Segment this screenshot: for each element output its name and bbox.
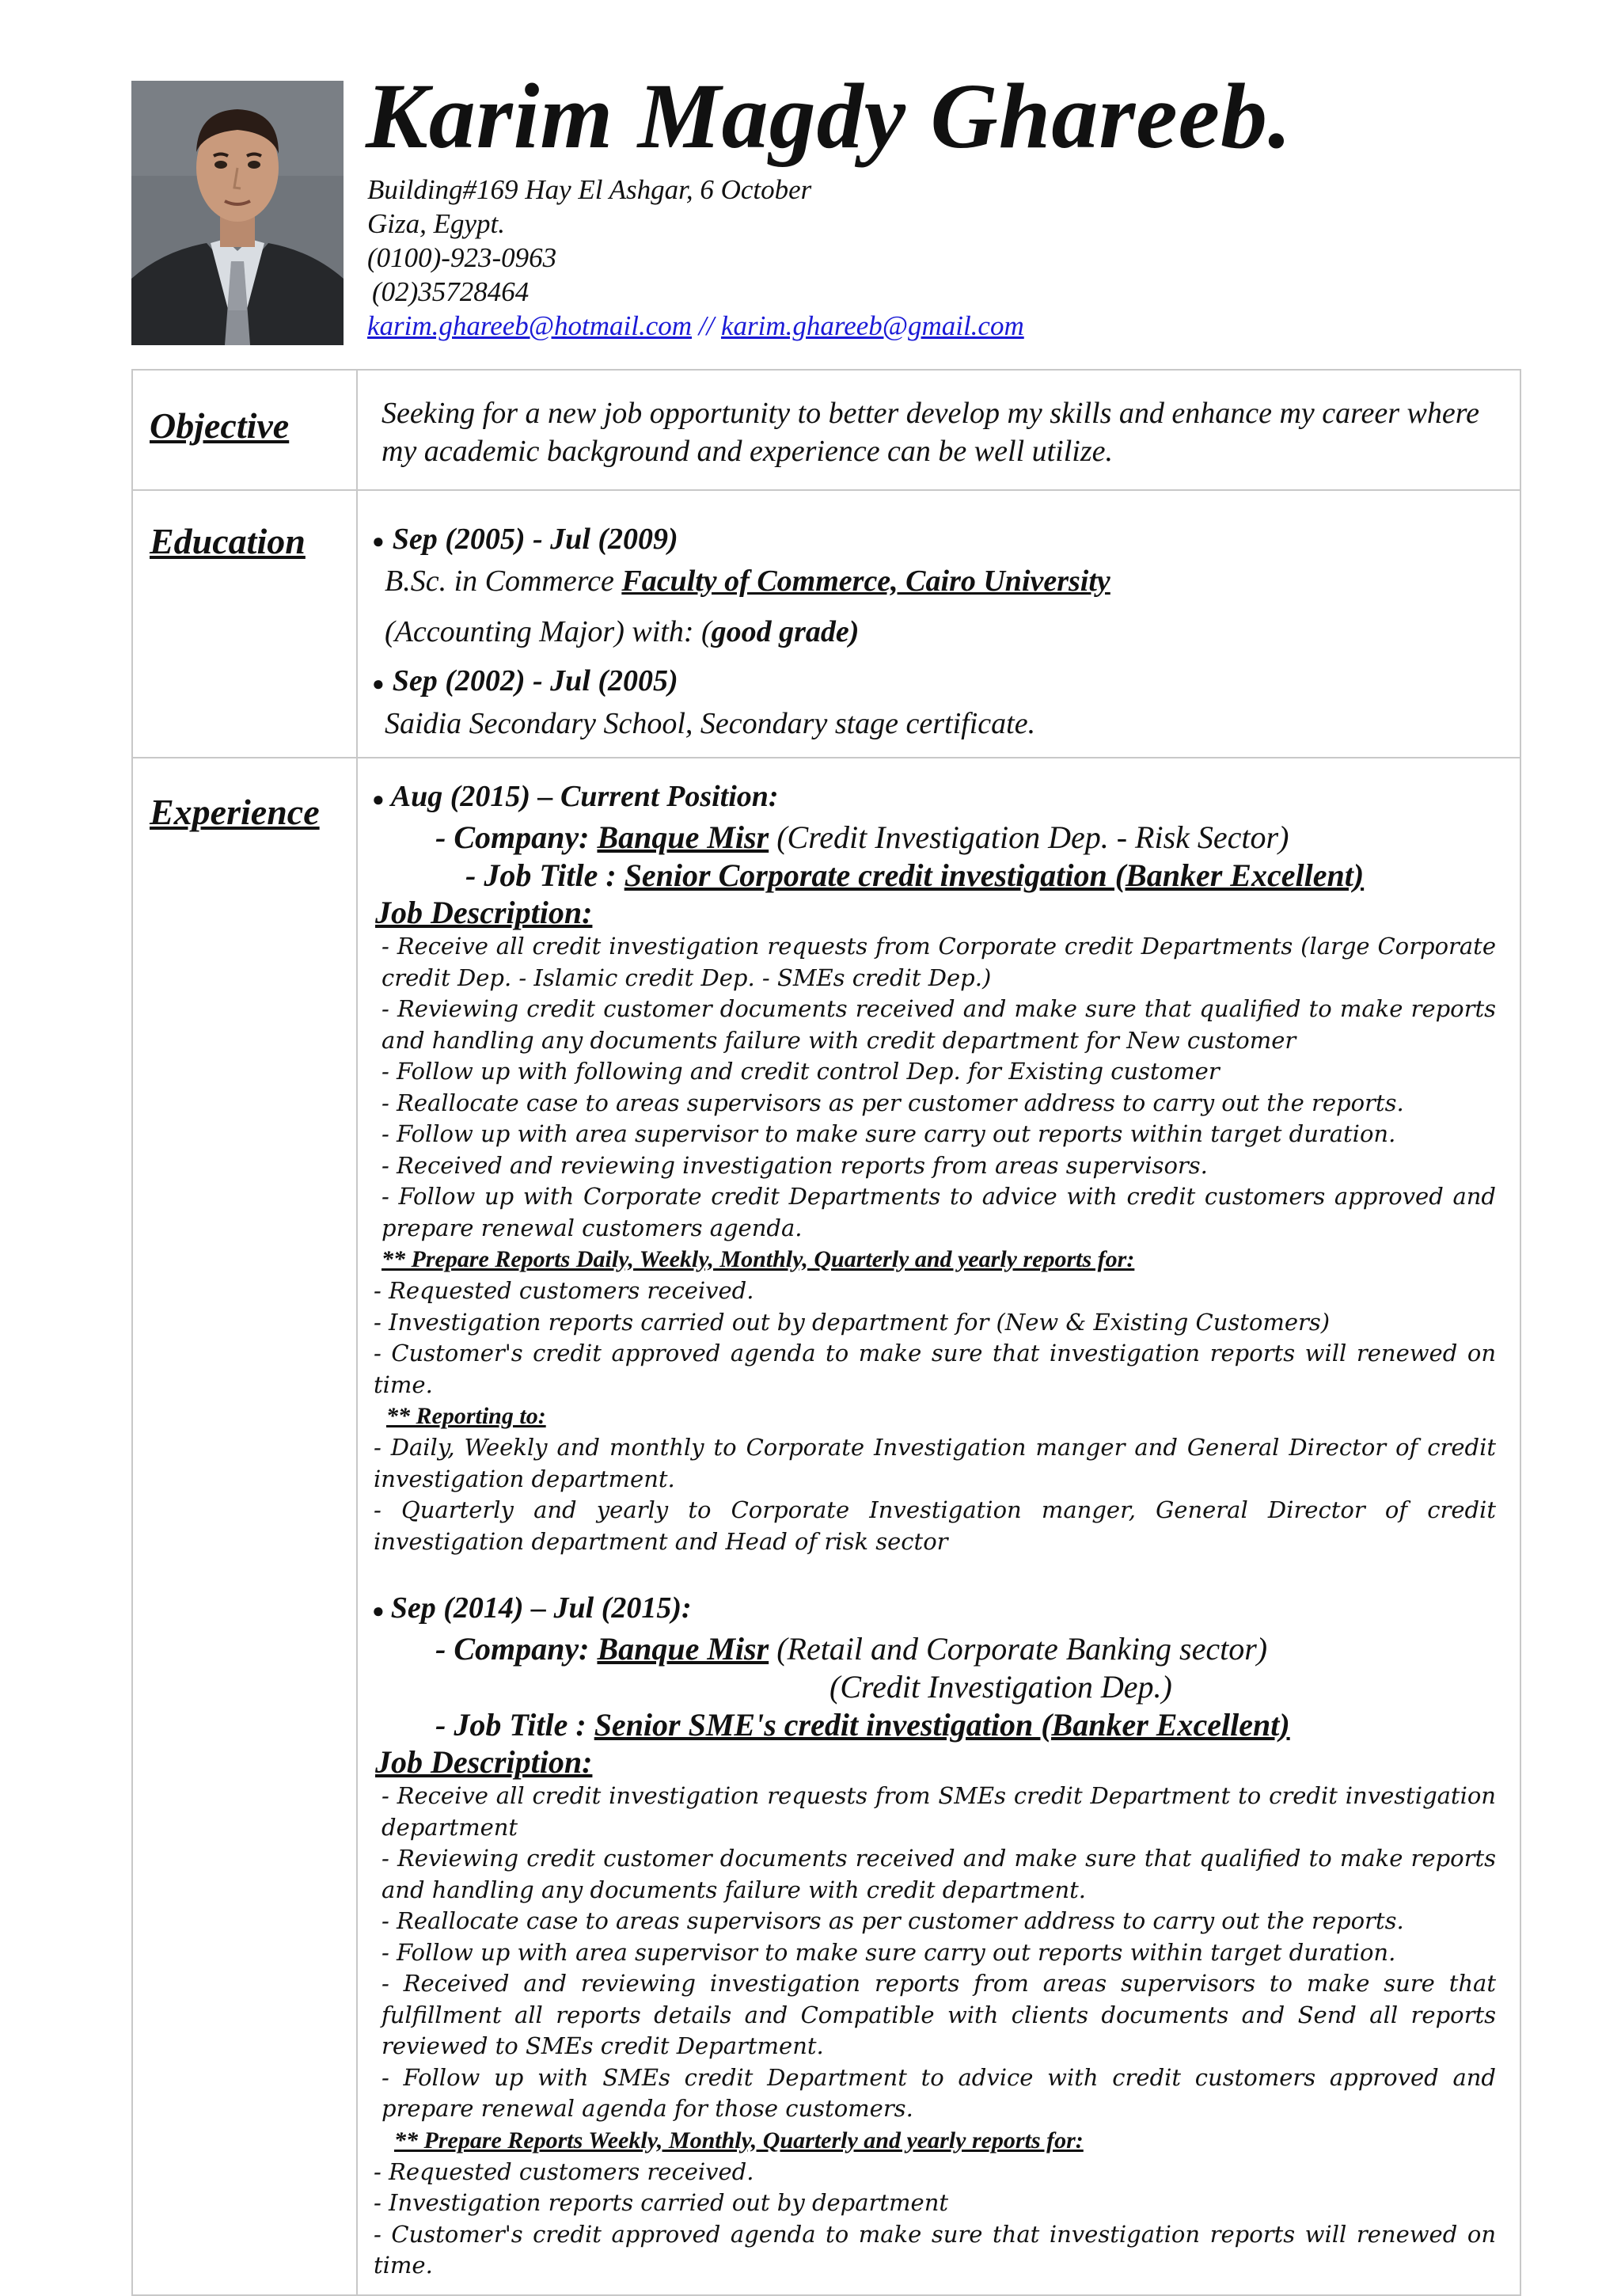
job-1-desc-item: - Follow up with following and credit control Dep. for Existing customer — [382, 1058, 1220, 1085]
objective-content-cell — [357, 370, 1520, 490]
objective-row — [132, 370, 1520, 490]
education-item-1-degree: B.Sc. in Commerce Faculty of Commerce, Cairo University — [385, 564, 1110, 599]
job-2-desc-item: - Reallocate case to areas supervisors as per customer address to carry out the reports. — [382, 1907, 1404, 1934]
email-hotmail-link[interactable]: karim.ghareeb@hotmail.com — [367, 310, 693, 341]
email-line — [367, 309, 1024, 343]
job-1-description-heading: Job Description: — [375, 895, 593, 930]
education-row — [132, 490, 1520, 758]
resume-table — [131, 369, 1521, 2296]
education-item-2-school: Saidia Secondary School, Secondary stage certificate. — [385, 706, 1036, 740]
experience-row — [132, 758, 1520, 2295]
objective-text: Seeking for a new job opportunity to better develop my skills and enhance my career where my academic background and experience can be well utilize. — [382, 397, 1479, 468]
job-1-report-item: - Investigation reports carried out by department for (New & Existing Customers) — [374, 1308, 1331, 1336]
home-phone: (02)35728464 — [372, 276, 530, 307]
experience-label-cell — [132, 758, 357, 2295]
education-list — [372, 491, 1496, 756]
job-2-desc-item: - Reviewing credit customer documents received and make sure that qualified to make reports and handling any documents failure with credit department. — [382, 1845, 1496, 1903]
job-2-reports-list — [372, 2157, 1496, 2282]
objective-heading: Objective — [150, 405, 290, 446]
job-2-reports-heading: ** Prepare Reports Weekly, Monthly, Quarterly and yearly reports for: — [394, 2127, 1084, 2153]
education-item-1-major: (Accounting Major) with: (good grade) — [385, 615, 860, 649]
job-1-desc-item: - Reallocate case to areas supervisors as per customer address to carry out the reports. — [382, 1089, 1404, 1116]
bullet-icon: ● — [372, 788, 385, 811]
job-1-desc-item: - Follow up with Corporate credit Departments to advice with credit customers approved and prepare renewal customers agenda. — [382, 1183, 1496, 1241]
job-1-dates: ● Aug (2015) – Current Position: — [372, 780, 779, 813]
address-line-1: Building#169 Hay El Ashgar, 6 October — [367, 174, 812, 205]
experience-heading: Experience — [150, 792, 320, 832]
university-name: Faculty of Commerce, Cairo University — [621, 564, 1110, 599]
education-content-cell — [357, 490, 1520, 758]
job-2-desc-item: - Follow up with area supervisor to make sure carry out reports within target duration. — [382, 1938, 1396, 1966]
job-2-desc-item: - Follow up with SMEs credit Department to advice with credit customers approved and prepare renewal agenda for those customers. — [382, 2063, 1496, 2122]
job-2-desc-item: - Receive all credit investigation requests from SMEs credit Department to credit investigation department — [382, 1782, 1496, 1841]
job-2-title: - Job Title : Senior SME's credit investigation (Banker Excellent) — [435, 1707, 1290, 1743]
job-1-reporting-heading: ** Reporting to: — [386, 1403, 546, 1429]
job-2-description-heading: Job Description: — [375, 1744, 593, 1780]
job-2-report-item: - Customer's credit approved agenda to make sure that investigation reports will renewed on time. — [374, 2220, 1496, 2279]
bullet-icon: ● — [372, 671, 385, 695]
job-1-report-item: - Requested customers received. — [374, 1277, 754, 1304]
job-1-description — [372, 931, 1496, 1244]
job-1-reports-heading: ** Prepare Reports Daily, Weekly, Monthly, Quarterly and yearly reports for: — [382, 1246, 1135, 1272]
job-1-desc-item: - Follow up with area supervisor to make sure carry out reports within target duration. — [382, 1120, 1396, 1147]
job-2-company-dept: (Credit Investigation Dep.) — [829, 1669, 1172, 1705]
bullet-icon: ● — [372, 530, 385, 553]
education-item-2-dates: ● Sep (2002) - Jul (2005) — [372, 664, 678, 698]
job-1-desc-item: - Received and reviewing investigation reports from areas supervisors. — [382, 1151, 1208, 1179]
bullet-icon: ● — [372, 1599, 385, 1622]
job-2-desc-item: - Received and reviewing investigation reports from areas supervisors to make sure that fulfillment all reports details and Compatible with clients documents and Send all reports reviewed to SMEs credit Department. — [382, 1970, 1496, 2059]
job-1-reporting-list — [372, 1432, 1496, 1557]
email-gmail-link[interactable]: karim.ghareeb@gmail.com — [720, 310, 1024, 341]
job-1-company: - Company: Banque Misr (Credit Investigation Dep. - Risk Sector) — [435, 819, 1289, 855]
education-heading: Education — [150, 521, 306, 561]
email-separator: // — [698, 310, 715, 341]
experience-list — [372, 758, 1496, 2294]
job-1-report-item: - Customer's credit approved agenda to make sure that investigation reports will renewed on time. — [374, 1340, 1496, 1398]
job-2-company: - Company: Banque Misr (Retail and Corporate Banking sector) — [435, 1631, 1268, 1667]
job-1-reporting-item: - Daily, Weekly and monthly to Corporate Investigation manger and General Director of credit investigation department. — [374, 1434, 1496, 1492]
address-line-2: Giza, Egypt. — [367, 208, 506, 239]
job-2-report-item: - Investigation reports carried out by department — [374, 2189, 949, 2216]
experience-content-cell — [357, 758, 1520, 2295]
contact-block — [367, 173, 1024, 343]
job-1-desc-item: - Receive all credit investigation requests from Corporate credit Departments (large Corporate credit Dep. - Islamic credit Dep. - SMEs credit Dep.) — [382, 933, 1496, 991]
candidate-name: Karim Magdy Ghareeb. — [366, 64, 1293, 168]
education-item-1-dates: ● Sep (2005) - Jul (2009) — [372, 523, 678, 556]
job-1-reports-list — [372, 1275, 1496, 1401]
job-2-dates: ● Sep (2014) – Jul (2015): — [372, 1591, 692, 1625]
spacer — [372, 1557, 1496, 1589]
job-1-title: - Job Title : Senior Corporate credit investigation (Banker Excellent) — [465, 857, 1365, 893]
job-1-reporting-item: - Quarterly and yearly to Corporate Investigation manger, General Director of credit investigation department and Head of risk sector — [374, 1496, 1496, 1555]
education-label-cell — [132, 490, 357, 758]
mobile-phone: (0100)-923-0963 — [367, 242, 557, 273]
objective-label-cell — [132, 370, 357, 490]
profile-photo — [131, 81, 344, 345]
job-1-desc-item: - Reviewing credit customer documents received and make sure that qualified to make reports and handling any documents failure with credit department for New customer — [382, 995, 1496, 1054]
job-2-description — [372, 1781, 1496, 2125]
job-2-report-item: - Requested customers received. — [374, 2157, 754, 2185]
